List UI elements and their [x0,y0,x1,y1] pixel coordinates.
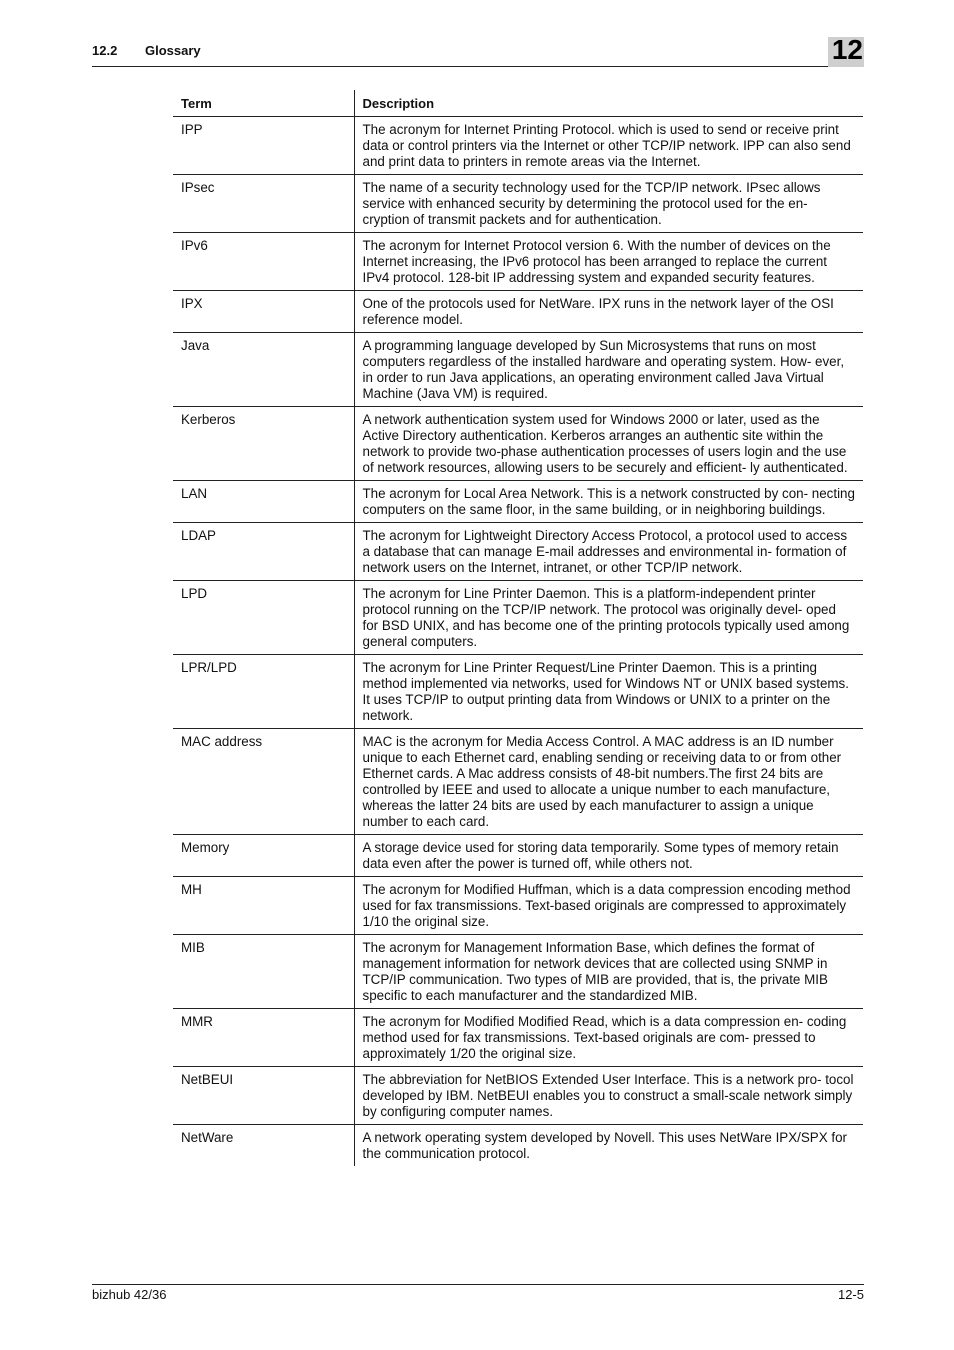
table-row [173,333,863,407]
page-number: 12-5 [837,1287,864,1302]
term-cell: IPX [173,291,354,333]
table-header-row [173,90,863,117]
table-row [173,729,863,835]
table-row [173,291,863,333]
table-row [173,935,863,1009]
term-cell: LPD [173,581,354,655]
term-cell: Kerberos [173,407,354,481]
description-cell: One of the protocols used for NetWare. IPX runs in the network layer of the OSI reference model. [354,291,863,333]
product-name: bizhub 42/36 [92,1287,167,1302]
description-cell: The acronym for Internet Protocol version 6. With the number of devices on the Internet increasing, the IPv6 protocol has been arranged to replace the current IPv4 protocol. 128-bit IP addressing system and expanded security features. [354,233,863,291]
glossary-table [173,90,863,1166]
description-cell: A storage device used for storing data temporarily. Some types of memory retain data even after the power is turned off, while others not. [354,835,863,877]
table-row [173,117,863,175]
term-cell: LDAP [173,523,354,581]
description-cell: The abbreviation for NetBIOS Extended User Interface. This is a network pro- tocol developed by IBM. NetBEUI enables you to construct a small-scale network simply by configuring computer names. [354,1067,863,1125]
description-cell: A programming language developed by Sun Microsystems that runs on most computers regardless of the installed hardware and operating system. How- ever, in order to run Java applications, an operating environment called Java Virtual Machine (Java VM) is required. [354,333,863,407]
table-row [173,175,863,233]
table-row [173,655,863,729]
table-row [173,1009,863,1067]
table-row [173,1067,863,1125]
table-row [173,835,863,877]
page-header [92,34,864,67]
description-cell: The acronym for Lightweight Directory Access Protocol, a protocol used to access a database that can manage E-mail addresses and environmental in- formation of network users on the Internet, intranet, or other TCP/IP network. [354,523,863,581]
description-cell: The acronym for Internet Printing Protocol. which is used to send or receive print data or control printers via the Internet or other TCP/IP network. IPP can also send and print data to printers in remote areas via the Internet. [354,117,863,175]
term-cell: MH [173,877,354,935]
term-cell: MAC address [173,729,354,835]
page-footer [92,1284,864,1302]
term-cell: LPR/LPD [173,655,354,729]
table-row [173,1125,863,1167]
description-cell: The acronym for Local Area Network. This is a network constructed by con- necting computers on the same floor, in the same building, or in neighboring buildings. [354,481,863,523]
description-cell: The acronym for Modified Modified Read, which is a data compression en- coding method used for fax transmissions. Text-based originals are com- pressed to approximately 1/20 the original size. [354,1009,863,1067]
term-cell: IPP [173,117,354,175]
description-cell: MAC is the acronym for Media Access Control. A MAC address is an ID number unique to each Ethernet card, enabling sending or receiving data to or from other Ethernet cards. A Mac address consists of 48-bit numbers.The first 24 bits are controlled by IEEE and used to allocate a unique number to each manufacture, whereas the latter 24 bits are used by each manufacturer to assign a unique number to each card. [354,729,863,835]
term-cell: MMR [173,1009,354,1067]
term-cell: LAN [173,481,354,523]
term-cell: IPv6 [173,233,354,291]
term-cell: NetBEUI [173,1067,354,1125]
chapter-tab [828,34,864,67]
table-row [173,523,863,581]
section-title: Glossary [145,43,201,58]
description-cell: The acronym for Line Printer Daemon. This is a platform-independent printer protocol running on the TCP/IP network. The protocol was originally devel- oped for BSD UNIX, and has become one of the printing protocols typically used among general computers. [354,581,863,655]
table-row [173,877,863,935]
table-row [173,407,863,481]
term-cell: MIB [173,935,354,1009]
description-cell: The acronym for Line Printer Request/Line Printer Daemon. This is a printing method implemented via networks, used for Windows NT or UNIX based systems. It uses TCP/IP to output printing data from Windows or UNIX to a printer on the network. [354,655,863,729]
description-cell: The acronym for Modified Huffman, which is a data compression encoding method used for fax transmissions. Text-based originals are compressed to approximately 1/10 the original size. [354,877,863,935]
description-cell: A network authentication system used for Windows 2000 or later, used as the Active Directory authentication. Kerberos arranges an authentic site within the network to provide two-phase authentication processes of users login and the use of network resources, allowing users to be securely and efficient- ly authenticated. [354,407,863,481]
description-cell: The acronym for Management Information Base, which defines the format of management information for network devices that are collected using SNMP in TCP/IP communication. Two types of MIB are provided, that is, the private MIB specific to each manufacturer and the standardized MIB. [354,935,863,1009]
term-cell: Java [173,333,354,407]
table-row [173,581,863,655]
term-cell: NetWare [173,1125,354,1167]
description-cell: A network operating system developed by Novell. This uses NetWare IPX/SPX for the communication protocol. [362,1130,848,1161]
table-row [173,481,863,523]
description-cell: The name of a security technology used for the TCP/IP network. IPsec allows service with enhanced security by determining the protocol used for the en- cryption of transmit packets and for authentication. [354,175,863,233]
term-cell: IPsec [173,175,354,233]
column-header-term: Term [173,90,354,117]
chapter-number: 12 [831,34,863,65]
column-header-description: Description [354,90,863,117]
section-number: 12.2 [92,43,118,58]
glossary-rows [173,117,863,1167]
table-row [173,233,863,291]
term-cell: Memory [173,835,354,877]
